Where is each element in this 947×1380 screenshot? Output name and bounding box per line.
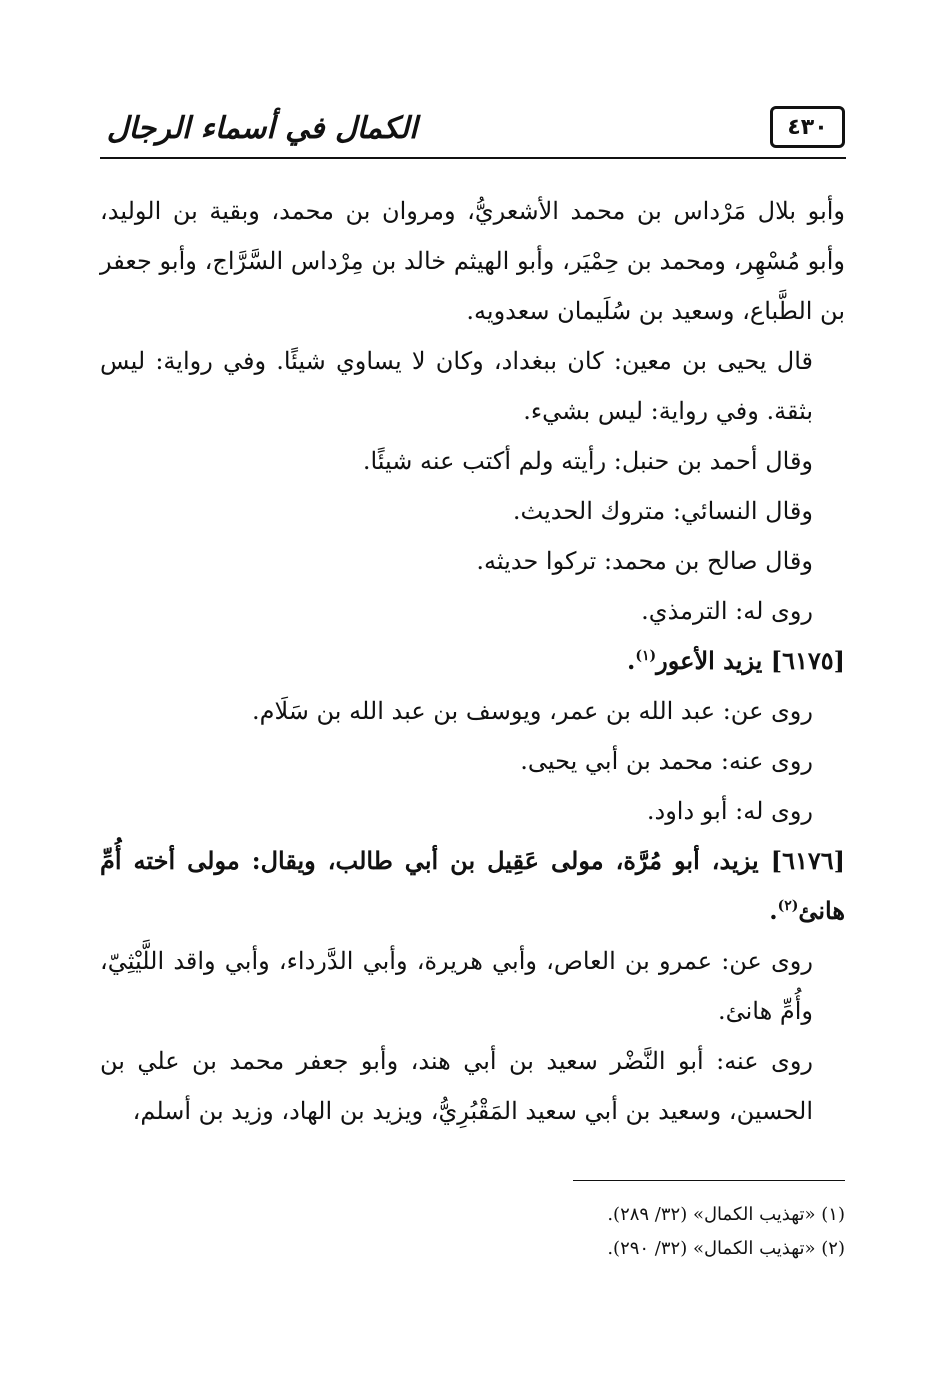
entry-heading-6176: [٦١٧٦] يزيد، أبو مُرَّة، مولى عَقِيل بن أبي طالب، ويقال: مولى أخته أُمِّ هانئ$^{(٢)}$. xyxy=(100,846,845,925)
paragraph-narrated-abu-dawud: روى له: أبو داود. xyxy=(646,797,813,825)
paragraph-narrated-by: روى عنه: محمد بن أبي يحيى. xyxy=(520,747,813,775)
page-number: ٤٣٠ xyxy=(770,106,845,148)
paragraph-ahmad: وقال أحمد بن حنبل: رأيته ولم أكتب عنه شيئًا. xyxy=(362,447,813,475)
paragraph-salih: وقال صالح بن محمد: تركوا حديثه. xyxy=(476,547,813,575)
paragraph-narrated-by-tirmidhi: روى له: الترمذي. xyxy=(641,597,813,625)
footnotes xyxy=(100,1198,845,1266)
paragraph-nasai: وقال النسائي: متروك الحديث. xyxy=(512,497,813,525)
paragraph-ibn-maeen: قال يحيى بن معين: كان ببغداد، وكان لا يساوي شيئًا. وفي رواية: ليس بثقة. وفي رواية: ليس بشيء. xyxy=(100,347,813,425)
paragraph-narrated-by: روى عنه: أبو النَّضْر سعيد بن أبي هند، وأبو جعفر محمد بن علي بن الحسين، وسعيد بن أبي سعيد المَقْبُرِيُّ، ويزيد بن الهاد، وزيد بن أسلم، xyxy=(100,1047,813,1125)
footnote-2: (٢) «تهذيب الكمال» (٣٢/ ٢٩٠). xyxy=(607,1238,845,1259)
book-title-calligraphy: الكمال في أسماء الرجال xyxy=(106,110,418,146)
footnote-ref: (٢) xyxy=(777,898,799,914)
footnote-1: (١) «تهذيب الكمال» (٣٢/ ٢٨٩). xyxy=(607,1204,845,1225)
paragraph-narrated-from: روى عن: عبد الله بن عمر، ويوسف بن عبد الله بن سَلَام. xyxy=(251,697,813,725)
entry-title: [٦١٧٦] يزيد، أبو مُرَّة، مولى عَقِيل بن أبي طالب، ويقال: مولى أخته أُمِّ هانئ xyxy=(100,846,845,925)
footnote-ref: (١) xyxy=(635,648,657,664)
main-text xyxy=(100,186,845,1136)
page-header xyxy=(100,100,845,156)
entry-title: [٦١٧٥] يزيد الأعور xyxy=(656,646,845,675)
entry-heading-6175: [٦١٧٥] يزيد الأعور$^{(١)}$. xyxy=(627,646,845,675)
header-rule xyxy=(100,157,846,159)
paragraph-narrators-list: وأبو بلال مَرْداس بن محمد الأشعريُّ، ومروان بن محمد، وبقية بن الوليد، وأبو مُسْهِر، ومحمد بن حِمْيَر، وأبو الهيثم خالد بن مِرْداس السَّرَّاج، وأبو جعفر بن الطَّباع، وسعيد بن سُلَيمان سعدويه. xyxy=(100,197,845,325)
footnote-rule xyxy=(573,1180,845,1181)
paragraph-narrated-from: روى عن: عمرو بن العاص، وأبي هريرة، وأبي الدَّرداء، وأبي واقد اللَّيْثِيّ، وأُمِّ هانئ. xyxy=(100,947,813,1025)
